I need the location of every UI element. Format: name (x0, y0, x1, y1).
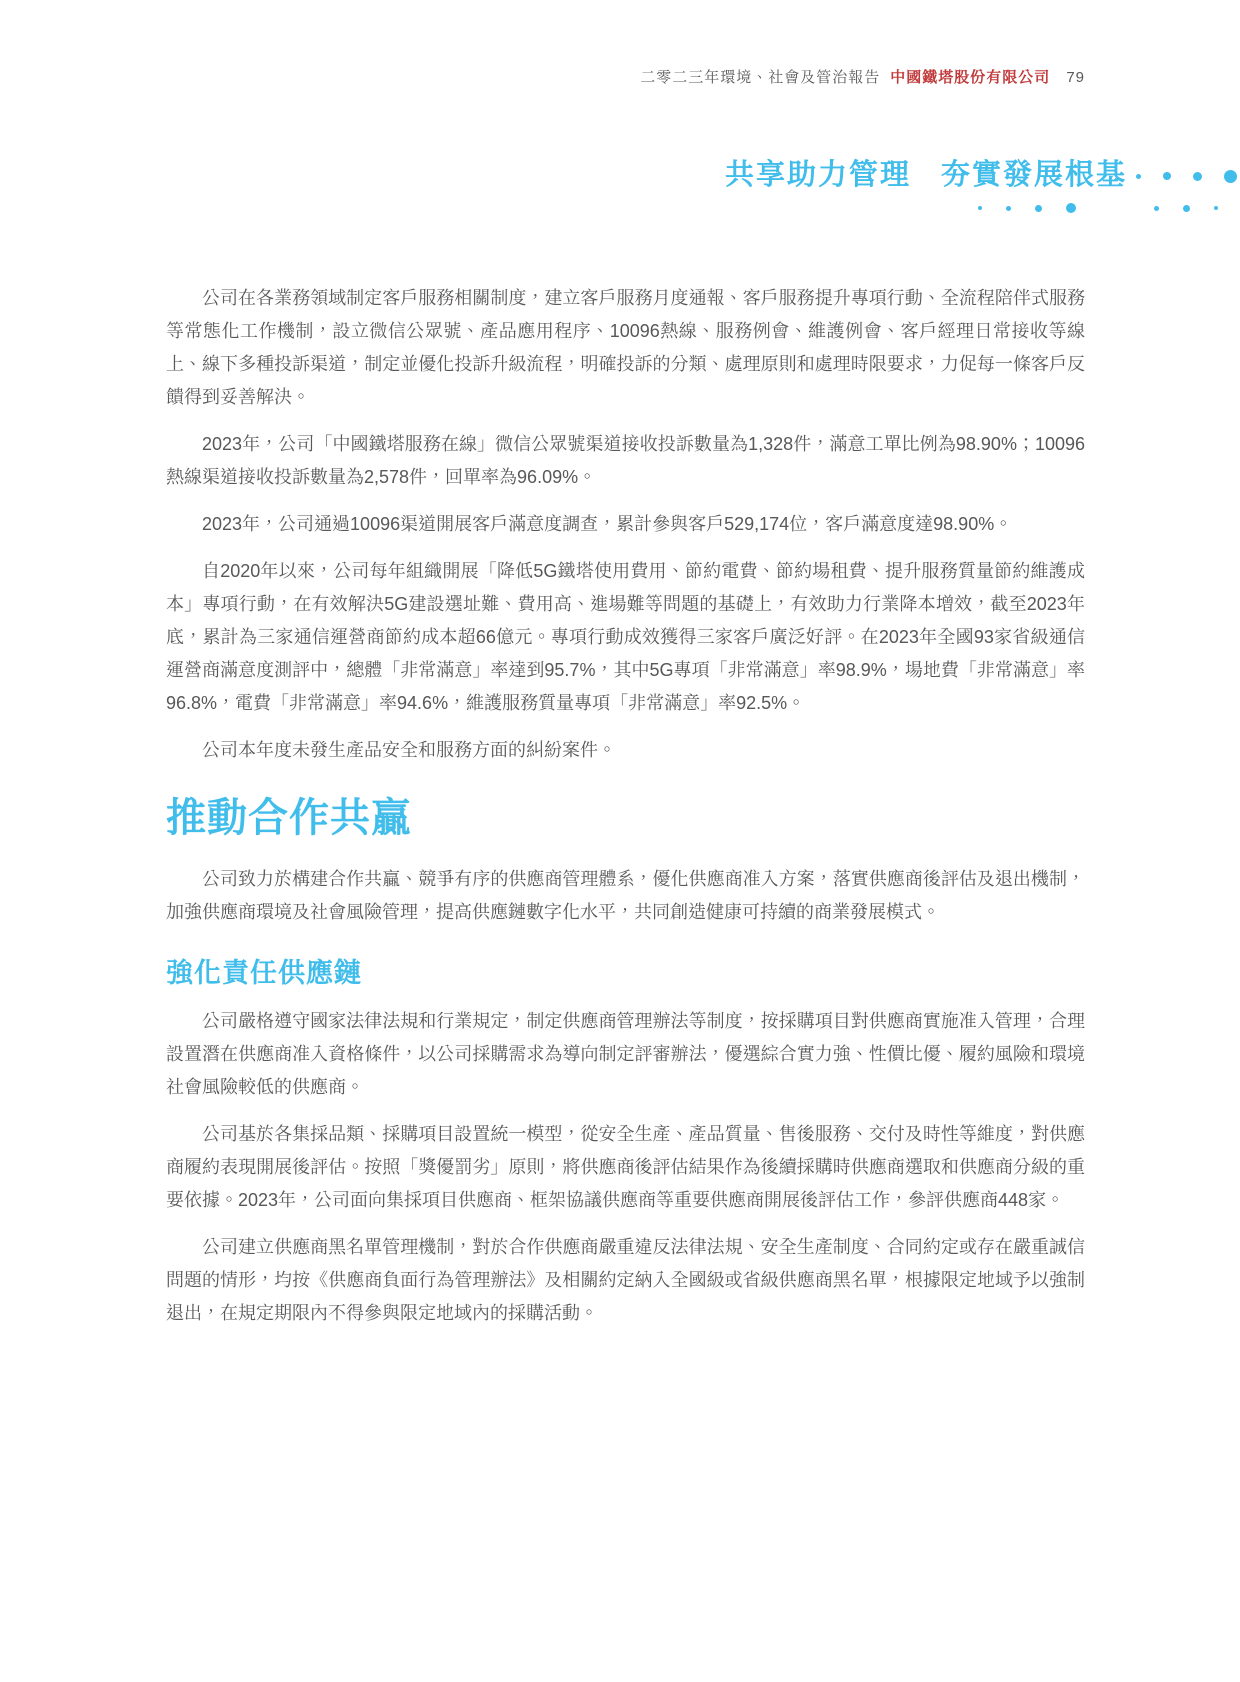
chapter-title-right: 夯實發展根基 (940, 159, 1127, 191)
dot-icon (1006, 206, 1011, 211)
dot-decoration-row1 (1136, 166, 1237, 186)
paragraph-complaint-stats: 2023年，公司「中國鐵塔服務在線」微信公眾號渠道接收投訴數量為1,328件，滿意工單比例為98.90%；10096熱線渠道接收投訴數量為2,578件，回單率為96.09%。 (166, 434, 1085, 487)
page-number: 79 (1066, 69, 1085, 86)
paragraph-customer-service-system: 公司在各業務領域制定客戶服務相關制度，建立客戶服務月度通報、客戶服務提升專項行動、全流程陪伴式服務等常態化工作機制，設立微信公眾號、產品應用程序、10096熱線、服務例會、維護例會、客戶經理日常接收等線上、線下多種投訴渠道，制定並優化投訴升級流程，明確投訴的分類、處理原則和處理時限要求，力促每一條客戶反饋得到妥善解決。 (166, 288, 1085, 407)
chapter-title (725, 152, 1127, 193)
dot-icon (1193, 172, 1202, 181)
report-title: 二零二三年環境、社會及管治報告 (640, 69, 881, 86)
paragraph-supplier-blacklist: 公司建立供應商黑名單管理機制，對於合作供應商嚴重違反法律法規、安全生產制度、合同約定或存在嚴重誠信問題的情形，均按《供應商負面行為管理辦法》及相關約定納入全國級或省級供應商黑名單，根據限定地域予以強制退出，在規定期限內不得參與限定地域內的採購活動。 (166, 1237, 1085, 1324)
paragraph-cooperation-intro: 公司致力於構建合作共贏、競爭有序的供應商管理體系，優化供應商准入方案，落實供應商後評估及退出機制，加強供應商環境及社會風險管理，提高供應鏈數字化水平，共同創造健康可持續的商業發展模式。 (166, 869, 1085, 922)
paragraph-supplier-evaluation: 公司基於各集採品類、採購項目設置統一模型，從安全生產、產品質量、售後服務、交付及時性等維度，對供應商履約表現開展後評估。按照「獎優罰劣」原則，將供應商後評估結果作為後續採購時供應商選取和供應商分級的重要依據。2023年，公司面向集採項目供應商、框架協議供應商等重要供應商開展後評估工作，參評供應商448家。 (166, 1124, 1085, 1211)
dot-decoration-row2 (978, 202, 1218, 214)
paragraph-supplier-admission: 公司嚴格遵守國家法律法規和行業規定，制定供應商管理辦法等制度，按採購項目對供應商實施准入管理，合理設置潛在供應商准入資格條件，以公司採購需求為導向制定評審辦法，優選綜合實力強、性價比優、履約風險和環境社會風險較低的供應商。 (166, 1011, 1085, 1098)
section-heading-cooperation: 推動合作共贏 (166, 796, 412, 840)
dot-icon (1214, 206, 1218, 210)
dot-icon (1035, 205, 1042, 212)
subsection-heading-supply-chain: 強化責任供應鏈 (166, 958, 362, 988)
page-content (166, 282, 1085, 1344)
dot-icon (1183, 205, 1190, 212)
paragraph-no-disputes: 公司本年度未發生產品安全和服務方面的糾紛案件。 (202, 740, 616, 760)
dot-icon (1224, 170, 1237, 183)
dot-icon (1163, 172, 1171, 180)
dot-decoration-group (1154, 205, 1218, 212)
chapter-banner (0, 150, 1240, 235)
paragraph-satisfaction-survey: 2023年，公司通過10096渠道開展客戶滿意度調查，累計參與客戶529,174位，客戶滿意度達98.90%。 (202, 514, 1013, 534)
dot-icon (1154, 206, 1159, 211)
dot-decoration-group (978, 203, 1076, 213)
dot-icon (978, 206, 982, 210)
paragraph-cost-saving-campaign: 自2020年以來，公司每年組織開展「降低5G鐵塔使用費用、節約電費、節約場租費、提升服務質量節約維護成本」專項行動，在有效解決5G建設選址難、費用高、進場難等問題的基礎上，有效助力行業降本增效，截至2023年底，累計為三家通信運營商節約成本超66億元。專項行動成效獲得三家客戶廣泛好評。在2023年全國93家省級通信運營商滿意度測評中，總體「非常滿意」率達到95.7%，其中5G專項「非常滿意」率98.9%，場地費「非常滿意」率96.8%，電費「非常滿意」率94.6%，維護服務質量專項「非常滿意」率92.5%。 (166, 561, 1085, 713)
company-name: 中國鐵塔股份有限公司 (890, 69, 1051, 86)
dot-icon (1066, 203, 1076, 213)
chapter-title-left: 共享助力管理 (724, 159, 911, 191)
page-header (640, 66, 1085, 87)
dot-icon (1136, 174, 1141, 179)
